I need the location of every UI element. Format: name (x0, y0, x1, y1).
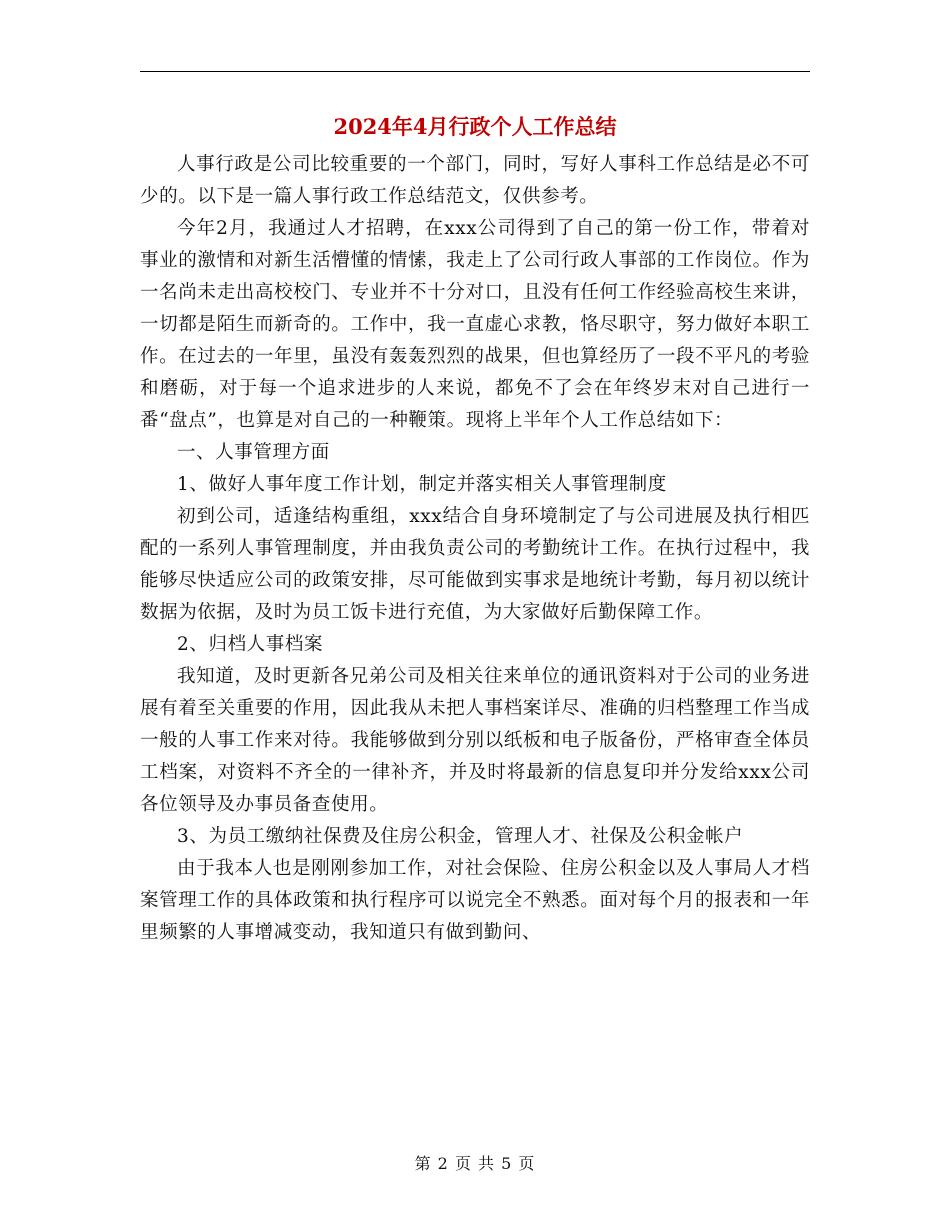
paragraph-background: 今年2月，我通过人才招聘，在xxx公司得到了自己的第一份工作，带着对事业的激情和对新生活懵懂的情愫，我走上了公司行政人事部的工作岗位。作为一名尚未走出高校校门、专业并不十分对口，且没有任何工作经验高校生来讲，一切都是陌生而新奇的。工作中，我一直虚心求教，恪尽职守，努力做好本职工作。在过去的一年里，虽没有轰轰烈烈的战果，但也算经历了一段不平凡的考验和磨砺，对于每一个追求进步的人来说，都免不了会在年终岁末对自己进行一番“盘点”，也算是对自己的一种鞭策。现将上半年个人工作总结如下： (140, 218, 810, 431)
header-rule (140, 71, 810, 72)
subheading-plan: 1、做好人事年度工作计划，制定并落实相关人事管理制度 (177, 474, 667, 495)
subheading-archive: 2、归档人事档案 (177, 634, 324, 655)
subheading-social-security: 3、为员工缴纳社保费及住房公积金，管理人才、社保及公积金帐户 (177, 826, 744, 847)
section-heading-personnel: 一、人事管理方面 (177, 442, 330, 463)
paragraph-archive: 我知道，及时更新各兄弟公司及相关往来单位的通讯资料对于公司的业务进展有着至关重要的作用，因此我从未把人事档案详尽、准确的归档整理工作当成一般的人事工作来对待。我能够做到分别以纸板和电子版备份，严格审查全体员工档案，对资料不齐全的一律补齐，并及时将最新的信息复印并分发给xxx公司各位领导及办事员备查使用。 (140, 666, 810, 815)
paragraph-plan: 初到公司，适逢结构重组，xxx结合自身环境制定了与公司进展及执行相匹配的一系列人事管理制度，并由我负责公司的考勤统计工作。在执行过程中，我能够尽快适应公司的政策安排，尽可能做到实事求是地统计考勤，每月初以统计数据为依据，及时为员工饭卡进行充值，为大家做好后勤保障工作。 (140, 506, 810, 623)
page-footer (0, 1152, 950, 1176)
paragraph-social-security: 由于我本人也是刚刚参加工作，对社会保险、住房公积金以及人事局人才档案管理工作的具体政策和执行程序可以说完全不熟悉。面对每个月的报表和一年里频繁的人事增减变动，我知道只有做到勤问、 (140, 858, 810, 943)
document-title: 2024年4月行政个人工作总结 (333, 114, 617, 139)
paragraph-intro: 人事行政是公司比较重要的一个部门，同时，写好人事科工作总结是必不可少的。以下是一篇人事行政工作总结范文，仅供参考。 (140, 154, 810, 207)
page-number: 第 2 页 共 5 页 (414, 1154, 536, 1173)
document-body (140, 149, 810, 949)
